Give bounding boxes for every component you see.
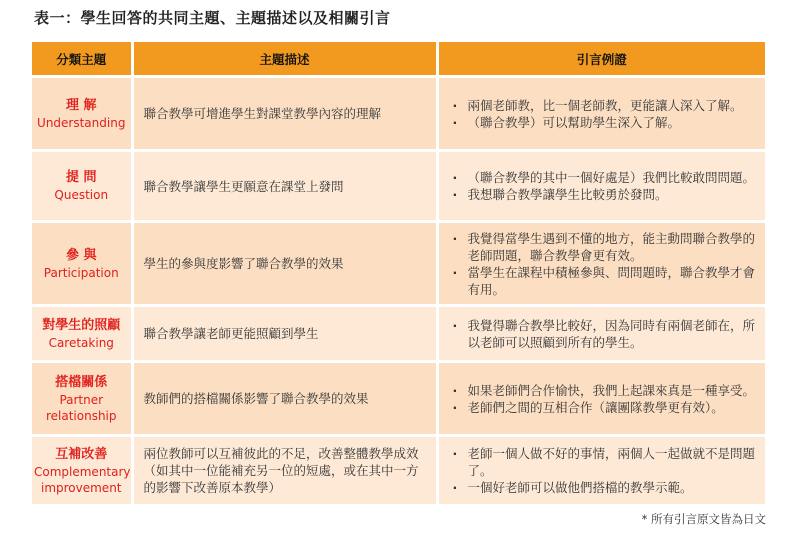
description-cell: 教師們的搭檔關係影響了聯合教學的效果 xyxy=(132,362,437,436)
quote-item: · 我覺得當學生遇到不懂的地方，能主動問聯合教學的老師問題，聯合教學會更有效。 xyxy=(451,230,758,264)
theme-en: Complementary improvement xyxy=(34,464,131,495)
theme-cell xyxy=(32,222,132,306)
quote-item: · 我覺得聯合教學比較好，因為同時有兩個老師在，所以老師可以照顧到所有的學生。 xyxy=(451,317,758,351)
theme-en: Partner relationship xyxy=(45,392,117,423)
theme-cell xyxy=(32,77,132,151)
table-row xyxy=(32,151,765,222)
quote-item: · 老師一個人做不好的事情，兩個人一起做就不是問題了。 xyxy=(451,445,758,479)
quotes-cell xyxy=(437,151,765,222)
quote-item: · （聯合教學的其中一個好處是）我們比較敢問問題。 xyxy=(451,169,758,186)
header-row xyxy=(32,42,765,77)
theme-zh: 對學生的照顧 xyxy=(42,317,121,333)
quote-item: · 當學生在課程中積極參與、問問題時，聯合教學才會有用。 xyxy=(451,264,758,298)
quotes-cell xyxy=(437,362,765,436)
header-quotes: 引言例證 xyxy=(437,42,765,77)
quotes-cell xyxy=(437,436,765,506)
theme-en: Caretaking xyxy=(48,335,114,350)
quote-item: · 如果老師們合作愉快，我們上起課來真是一種享受。 xyxy=(451,382,758,399)
table-title: 表一：學生回答的共同主題、主題描述以及相關引言 xyxy=(34,9,391,27)
theme-cell xyxy=(32,436,132,506)
header-description: 主題描述 xyxy=(132,42,437,77)
table-row xyxy=(32,436,765,506)
theme-zh: 互補改善 xyxy=(55,446,108,462)
quote-item: · 我想聯合教學讓學生比較勇於發問。 xyxy=(451,186,758,203)
description-cell: 兩位教師可以互補彼此的不足，改善整體教學成效（如其中一位能補充另一位的短處，或在其中一方的影響下改善原本教學） xyxy=(132,436,437,506)
theme-en: Understanding xyxy=(37,115,126,130)
theme-zh: 提 問 xyxy=(65,170,97,185)
description-cell: 聯合教學讓老師更能照顧到學生 xyxy=(132,306,437,362)
theme-cell xyxy=(32,151,132,222)
theme-en: Participation xyxy=(43,265,119,280)
description-cell: 學生的參與度影響了聯合教學的效果 xyxy=(132,222,437,306)
quotes-cell xyxy=(437,306,765,362)
footnote: * 所有引言原文皆為日文 xyxy=(641,512,766,526)
theme-en: Question xyxy=(54,188,109,202)
theme-cell xyxy=(32,362,132,436)
table-row xyxy=(32,222,765,306)
quotes-cell xyxy=(437,222,765,306)
table-row xyxy=(32,77,765,151)
quote-item: · 一個好老師可以做他們搭檔的教學示範。 xyxy=(451,479,758,496)
quote-item: · 兩個老師教，比一個老師教，更能讓人深入了解。 xyxy=(451,97,758,114)
theme-zh: 搭檔關係 xyxy=(55,374,108,390)
quote-item: · （聯合教學）可以幫助學生深入了解。 xyxy=(451,114,758,131)
description-cell: 聯合教學可增進學生對課堂教學內容的理解 xyxy=(132,77,437,151)
table-row xyxy=(32,362,765,436)
theme-zh: 理 解 xyxy=(65,97,97,113)
theme-cell xyxy=(32,306,132,362)
theme-zh: 參 與 xyxy=(65,247,97,263)
quote-item: · 老師們之間的互相合作（讓團隊教學更有效）。 xyxy=(451,399,758,416)
table-row xyxy=(32,306,765,362)
quotes-cell xyxy=(437,77,765,151)
header-theme: 分類主題 xyxy=(32,42,132,77)
description-cell: 聯合教學讓學生更願意在課堂上發問 xyxy=(132,151,437,222)
themes-table xyxy=(32,42,765,507)
